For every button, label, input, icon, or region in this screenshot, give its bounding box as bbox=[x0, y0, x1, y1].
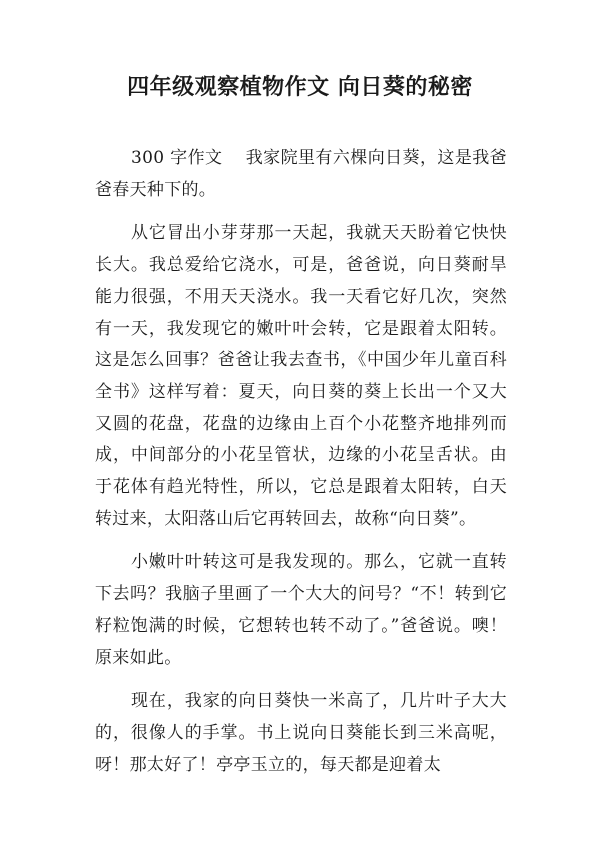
document-body bbox=[95, 143, 507, 793]
paragraph-3: 小嫩叶叶转这可是我发现的。那么，它就一直转下去吗？我脑子里画了一个大大的问号？“不！转到它籽粒饱满的时候，它想转也转不动了。”爸爸说。噢！原来如此。 bbox=[95, 552, 507, 668]
paragraph-4: 现在，我家的向日葵快一米高了，几片叶子大大的，很像人的手掌。书上说向日葵能长到三米高呢，呀！那太好了！亭亭玉立的，每天都是迎着太 bbox=[95, 691, 507, 775]
paragraph-2: 从它冒出小芽芽那一天起，我就天天盼着它快快长大。我总爱给它浇水，可是，爸爸说，向日葵耐旱能力很强，不用天天浇水。我一天看它好几次，突然有一天，我发现它的嫩叶叶会转，它是跟着太阳转。这是怎么回事？爸爸让我去查书，《中国少年儿童百科全书》这样写着：夏天，向日葵的葵上长出一个又大又圆的花盘，花盘的边缘由上百个小花整齐地排列而成，中间部分的小花呈管状，边缘的小花呈舌状。由于花体有趋光特性，所以，它总是跟着太阳转，白天转过来，太阳落山后它再转回去，故称“向日葵”。 bbox=[95, 223, 507, 529]
paragraph-1: 300 字作文 我家院里有六棵向日葵，这是我爸爸春天种下的。 bbox=[95, 148, 507, 200]
document-title: 四年级观察植物作文 向日葵的秘密 bbox=[127, 75, 473, 100]
